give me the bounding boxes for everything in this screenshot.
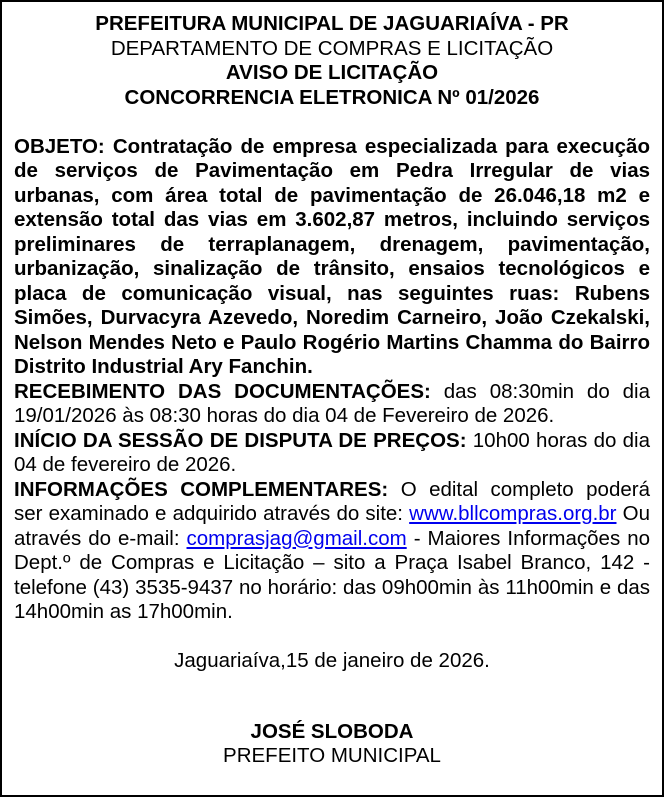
recebimento-text: das 08:30min do dia 19/01/2026 às 08:30 horas do dia 04 de Fevereiro de 2026.	[14, 379, 650, 427]
signature-block	[14, 720, 650, 769]
inicio-sessao-paragraph	[14, 429, 650, 478]
objeto-text: Contratação de empresa especializada para execução de serviços de Pavimentação em Pedra Irregular de vias urbanas, com área total de pavimentação de 26.046,18 m2 e extensão total das vias em 3.602,87 metros, incluindo serviços preliminares de terraplanagem, drenagem, pavimentação, urbanização, sinalização de trânsito, ensaios tecnológicos e placa de comunicação visual, nas seguintes ruas: Rubens Simões, Durvacyra Azevedo, Noredim Carneiro, João Czekalski, Nelson Mendes Neto e Paulo Rogério Martins Chamma do Bairro Distrito Industrial Ary Fanchin.	[14, 134, 650, 378]
recebimento-paragraph	[14, 380, 650, 429]
signature-title: PREFEITO MUNICIPAL	[223, 744, 441, 767]
objeto-label: OBJETO:	[14, 134, 105, 158]
tender-number-title: CONCORRENCIA ELETRONICA Nº 01/2026	[124, 85, 540, 109]
recebimento-label: RECEBIMENTO DAS DOCUMENTAÇÕES:	[14, 379, 431, 403]
notice-header	[14, 12, 650, 110]
informacoes-text-3: - Maiores Informações no Dept.º de Compras e Licitação – sito a Praça Isabel Branco, 142 - telefone (43) 3535-9437 no horário: das 09h00min às 11h00min e das 14h00min as 17h00min.	[14, 526, 651, 623]
informacoes-label: INFORMAÇÕES COMPLEMENTARES:	[14, 477, 389, 501]
signature-name: JOSÉ SLOBODA	[250, 719, 414, 743]
informacoes-paragraph	[14, 478, 650, 625]
bllcompras-site-link[interactable]: www.bllcompras.org.br	[409, 502, 617, 525]
informacoes-text-1: O edital completo poderá ser examinado e adquirido através do site:	[14, 477, 650, 525]
inicio-sessao-text: 10h00 horas do dia 04 de fevereiro de 2026.	[14, 428, 650, 476]
notice-type-title: AVISO DE LICITAÇÃO	[225, 61, 439, 84]
informacoes-text-2: Ou através do e-mail:	[14, 502, 651, 550]
objeto-paragraph	[14, 135, 650, 380]
inicio-sessao-label: INÍCIO DA SESSÃO DE DISPUTA DE PREÇOS:	[14, 428, 467, 452]
municipality-title: PREFEITURA MUNICIPAL DE JAGUARIAÍVA - PR	[95, 12, 569, 35]
comprasjag-email-link[interactable]: comprasjag@gmail.com	[186, 526, 407, 550]
date-line: Jaguariaíva,15 de janeiro de 2026.	[174, 649, 490, 672]
department-title: DEPARTAMENTO DE COMPRAS E LICITAÇÃO	[110, 36, 554, 60]
